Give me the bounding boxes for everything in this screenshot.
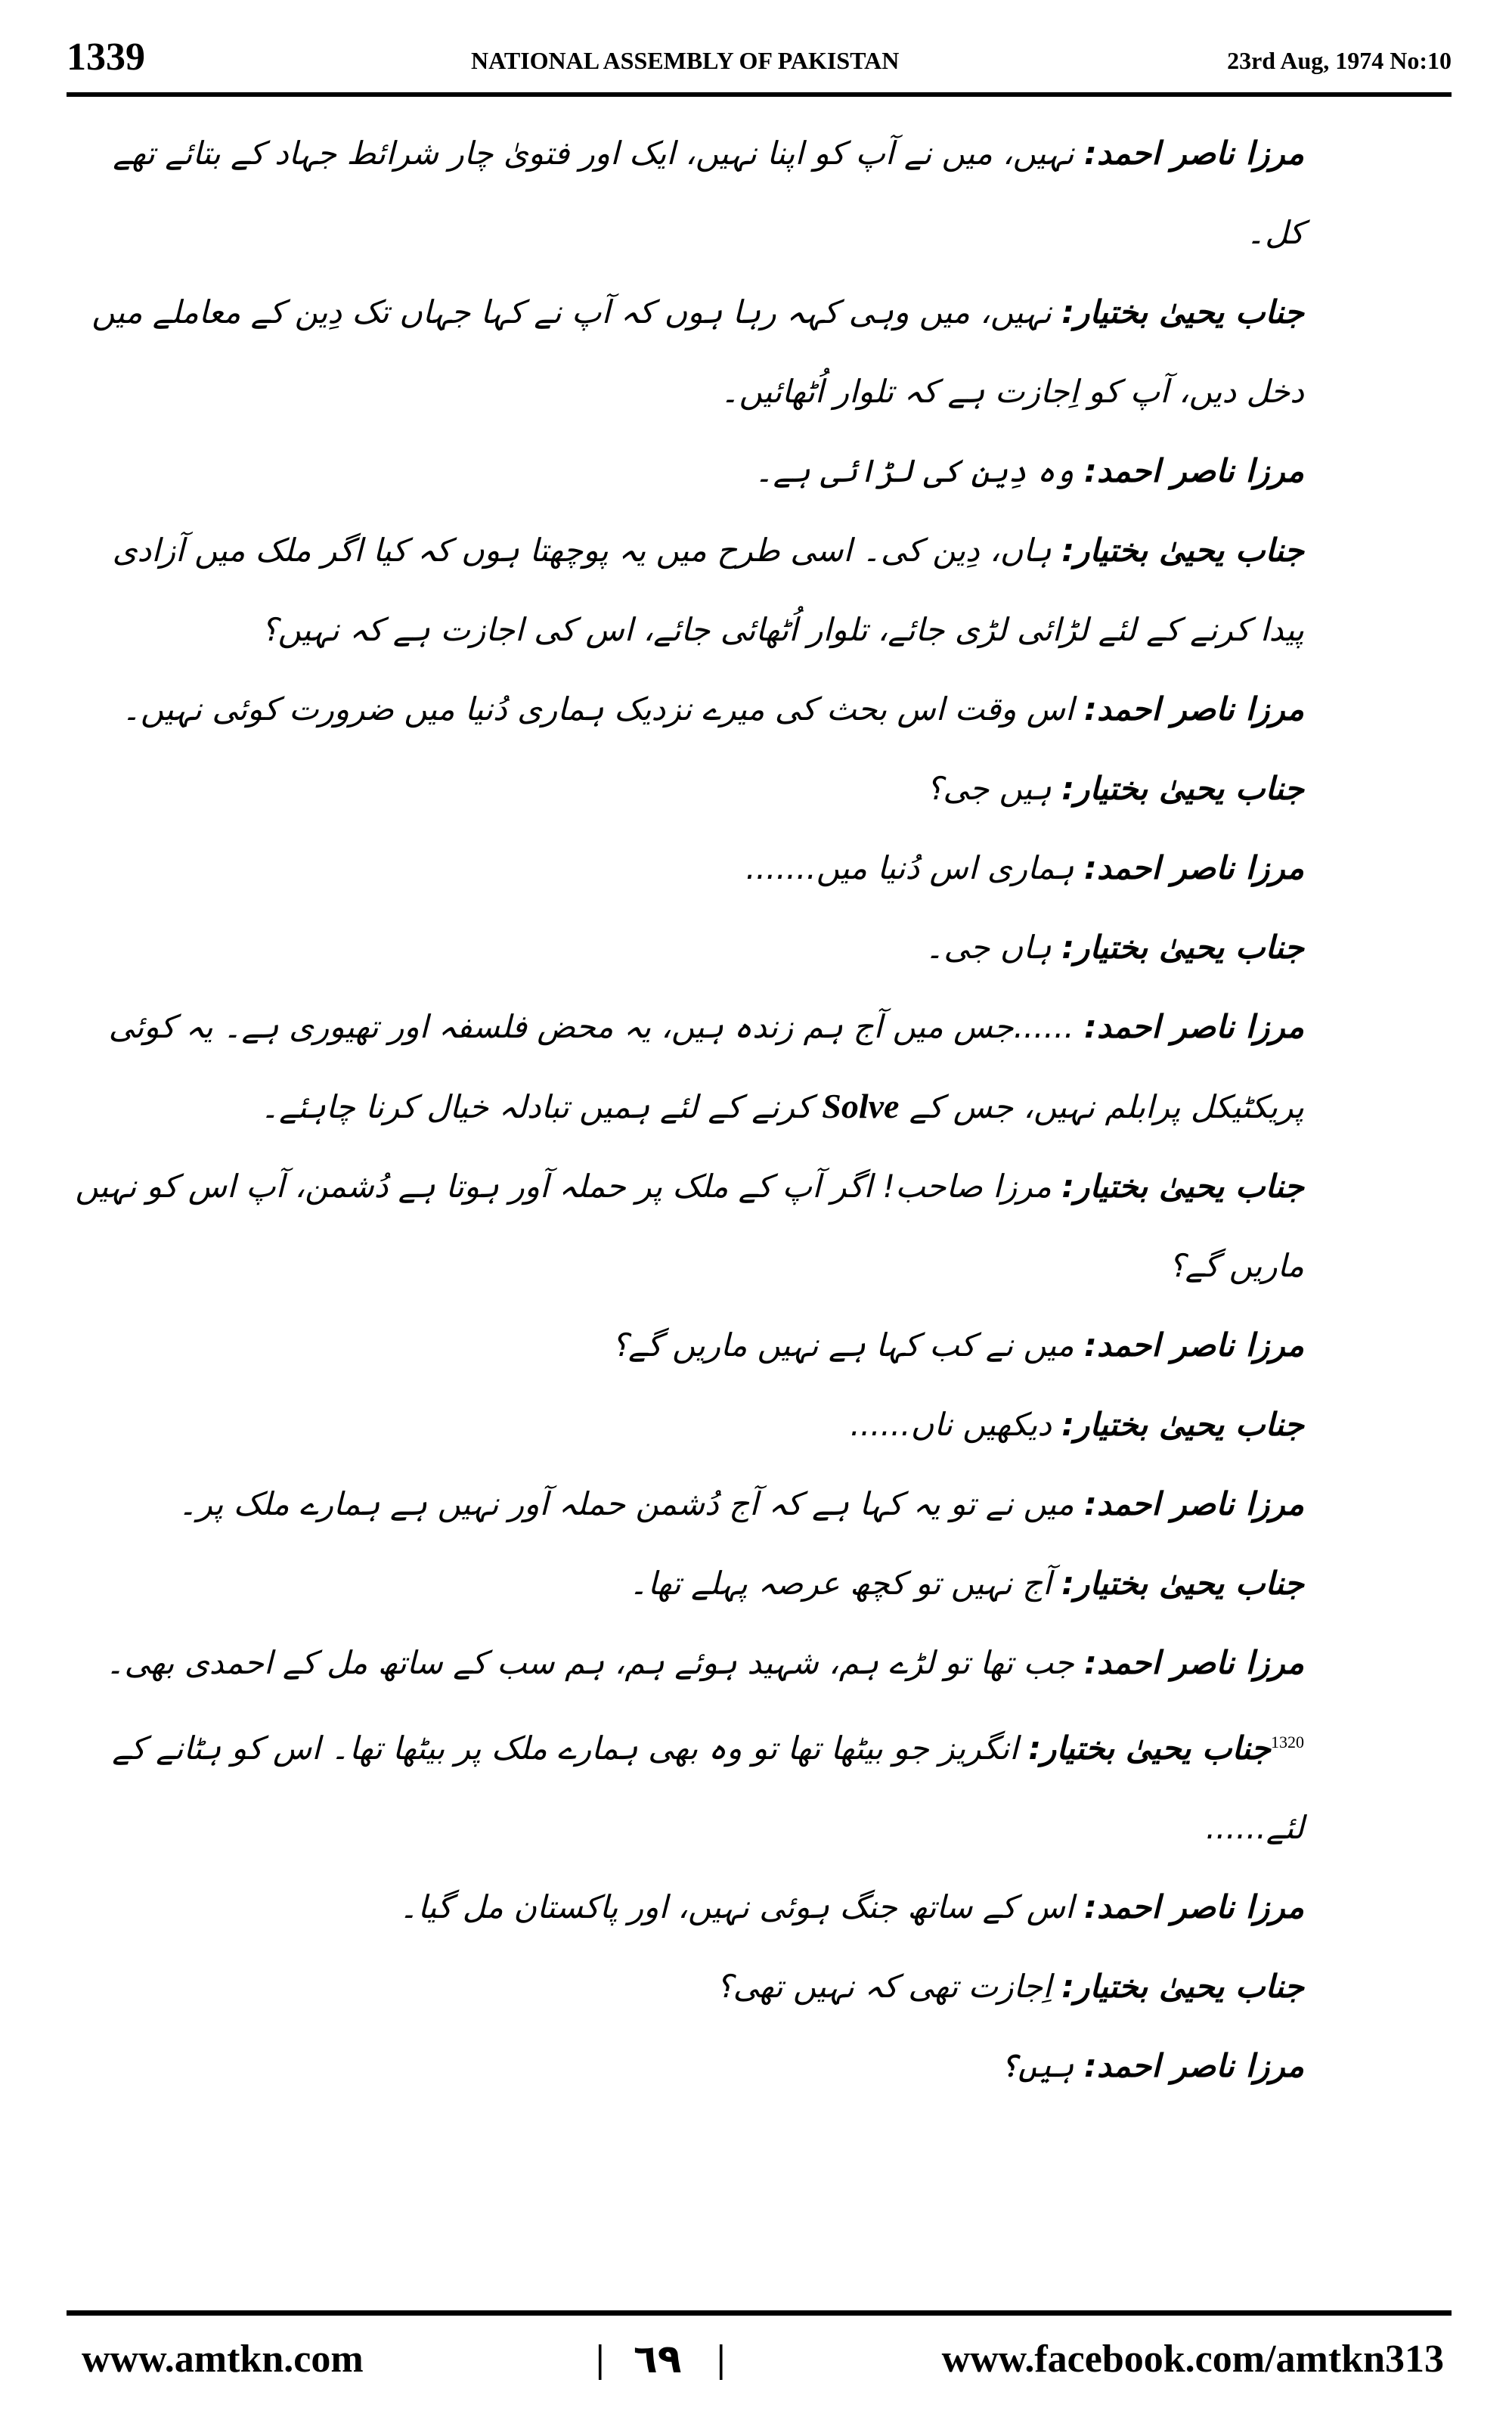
speaker-name: جناب یحییٰ بختیار: — [1061, 532, 1304, 569]
facebook-link[interactable]: www.facebook.com/amtkn313 — [941, 2338, 1444, 2381]
footer-separator: | — [596, 2338, 605, 2381]
dialogue-text: میں نے کب کہا ہے نہیں ماریں گے؟ — [611, 1326, 1074, 1364]
speaker-name: جناب یحییٰ بختیار: — [1061, 1565, 1304, 1602]
assembly-title: NATIONAL ASSEMBLY OF PAKISTAN — [471, 47, 900, 74]
dialogue-text: ہاں، دِین کی۔ اسی طرح میں یہ پوچھتا ہوں کہ کیا اگر ملک میں آزادی پیدا کرنے کے لئے لڑائی لڑی جائے، تلوار اُٹھائی جائے، اس کی اجازت ہے کہ نہیں؟ — [112, 532, 1304, 648]
dialogue-text: اس وقت اس بحث کی میرے نزدیک ہماری دُنیا میں ضرورت کوئی نہیں۔ — [122, 690, 1074, 728]
dialogue-text: اس کے ساتھ جنگ ہوئی نہیں، اور پاکستان مل گیا۔ — [399, 1888, 1074, 1925]
speaker-name: جناب یحییٰ بختیار: — [1061, 770, 1304, 807]
reference-number: 1320 — [1271, 1733, 1304, 1751]
dialogue-paragraph — [72, 828, 1448, 908]
dialogue-text: ہیں جی؟ — [926, 770, 1052, 807]
header-rule — [67, 92, 1452, 97]
dialogue-paragraph — [72, 1544, 1448, 1623]
speaker-name: مرزا ناصر احمد: — [1084, 2047, 1304, 2084]
dialogue-paragraph — [72, 431, 1448, 510]
speaker-name: جناب یحییٰ بختیار: — [1061, 929, 1304, 966]
website-link[interactable]: www.amtkn.com — [82, 2338, 364, 2381]
dialogue-text: ہماری اس دُنیا میں....... — [745, 849, 1074, 886]
speaker-name: مرزا ناصر احمد: — [1084, 849, 1304, 886]
dialogue-paragraph — [72, 113, 1448, 272]
speaker-name: جناب یحییٰ بختیار: — [1061, 293, 1304, 330]
transcript-body — [72, 113, 1448, 2105]
dialogue-text: ہاں جی۔ — [925, 929, 1052, 966]
speaker-name: مرزا ناصر احمد: — [1084, 1888, 1304, 1925]
dialogue-text: نہیں، میں نے آپ کو اپنا نہیں، ایک اور فتویٰ چار شرائط جہاد کے بتائے تھے کل۔ — [113, 135, 1304, 251]
speaker-name: مرزا ناصر احمد: — [1084, 1485, 1304, 1522]
speaker-name: جناب یحییٰ بختیار: — [1061, 1968, 1304, 2005]
dialogue-paragraph — [72, 987, 1448, 1146]
dialogue-text: آج نہیں تو کچھ عرصہ پہلے تھا۔ — [629, 1565, 1052, 1602]
page-number: 1339 — [67, 36, 145, 79]
dialogue-paragraph — [72, 1947, 1448, 2026]
page-footer — [67, 2329, 1452, 2390]
dialogue-paragraph — [72, 908, 1448, 987]
dialogue-text: جب تھا تو لڑے ہم، شہید ہوئے ہم، ہم سب کے ساتھ مل کے احمدی بھی۔ — [105, 1644, 1074, 1681]
dialogue-text: دیکھیں ناں...... — [850, 1406, 1052, 1443]
dialogue-text: اِجازت تھی کہ نہیں تھی؟ — [716, 1968, 1052, 2005]
speaker-name: مرزا ناصر احمد: — [1084, 1644, 1304, 1681]
footer-rule — [67, 2310, 1452, 2316]
dialogue-text: ہیں؟ — [999, 2047, 1074, 2084]
speaker-name: جناب یحییٰ بختیار: — [1028, 1730, 1271, 1767]
dialogue-paragraph — [72, 2026, 1448, 2105]
dialogue-text: کرنے کے لئے ہمیں تبادلہ خیال کرنا چاہئے۔ — [260, 1088, 812, 1125]
dialogue-paragraph — [72, 749, 1448, 828]
dialogue-text: مرزا صاحب! اگر آپ کے ملک پر حملہ آور ہوتا ہے دُشمن، آپ اس کو نہیں ماریں گے؟ — [75, 1168, 1304, 1284]
footer-separator: | — [717, 2338, 726, 2381]
dialogue-text: وہ دِین کی لڑائی ہے۔ — [754, 452, 1074, 489]
speaker-name: مرزا ناصر احمد: — [1084, 452, 1304, 489]
dialogue-paragraph — [72, 1305, 1448, 1385]
dialogue-paragraph — [72, 1702, 1448, 1867]
session-date: 23rd Aug, 1974 No:10 — [1227, 47, 1452, 74]
dialogue-paragraph — [72, 272, 1448, 431]
english-term: Solve — [822, 1087, 900, 1125]
dialogue-paragraph — [72, 1385, 1448, 1464]
dialogue-text: میں نے تو یہ کہا ہے کہ آج دُشمن حملہ آور نہیں ہے ہمارے ملک پر۔ — [178, 1485, 1074, 1522]
dialogue-paragraph — [72, 1867, 1448, 1947]
dialogue-paragraph — [72, 1146, 1448, 1305]
dialogue-paragraph — [72, 669, 1448, 749]
speaker-name: مرزا ناصر احمد: — [1084, 1326, 1304, 1364]
dialogue-paragraph — [72, 510, 1448, 669]
dialogue-paragraph — [72, 1464, 1448, 1544]
speaker-name: جناب یحییٰ بختیار: — [1061, 1168, 1304, 1205]
speaker-name: مرزا ناصر احمد: — [1084, 135, 1304, 172]
dialogue-text: نہیں، میں وہی کہہ رہا ہوں کہ آپ نے کہا جہاں تک دِین کے معاملے میں دخل دیں، آپ کو اِجازت ہے کہ تلوار اُٹھائیں۔ — [91, 293, 1304, 410]
speaker-name: مرزا ناصر احمد: — [1084, 1008, 1304, 1045]
footer-page-label: ٦٩ — [634, 2337, 682, 2382]
speaker-name: جناب یحییٰ بختیار: — [1061, 1406, 1304, 1443]
dialogue-text: ......جس میں آج ہم زندہ ہیں، یہ محض فلسفہ اور تھیوری ہے۔ یہ کوئی پریکٹیکل پرابلم نہیں، جس کے — [108, 1008, 1304, 1125]
dialogue-text: انگریز جو بیٹھا تھا تو وہ بھی ہمارے ملک پر بیٹھا تھا۔ اس کو ہٹانے کے لئے...... — [112, 1730, 1304, 1846]
dialogue-paragraph — [72, 1623, 1448, 1702]
page-header — [67, 30, 1452, 85]
speaker-name: مرزا ناصر احمد: — [1084, 690, 1304, 728]
